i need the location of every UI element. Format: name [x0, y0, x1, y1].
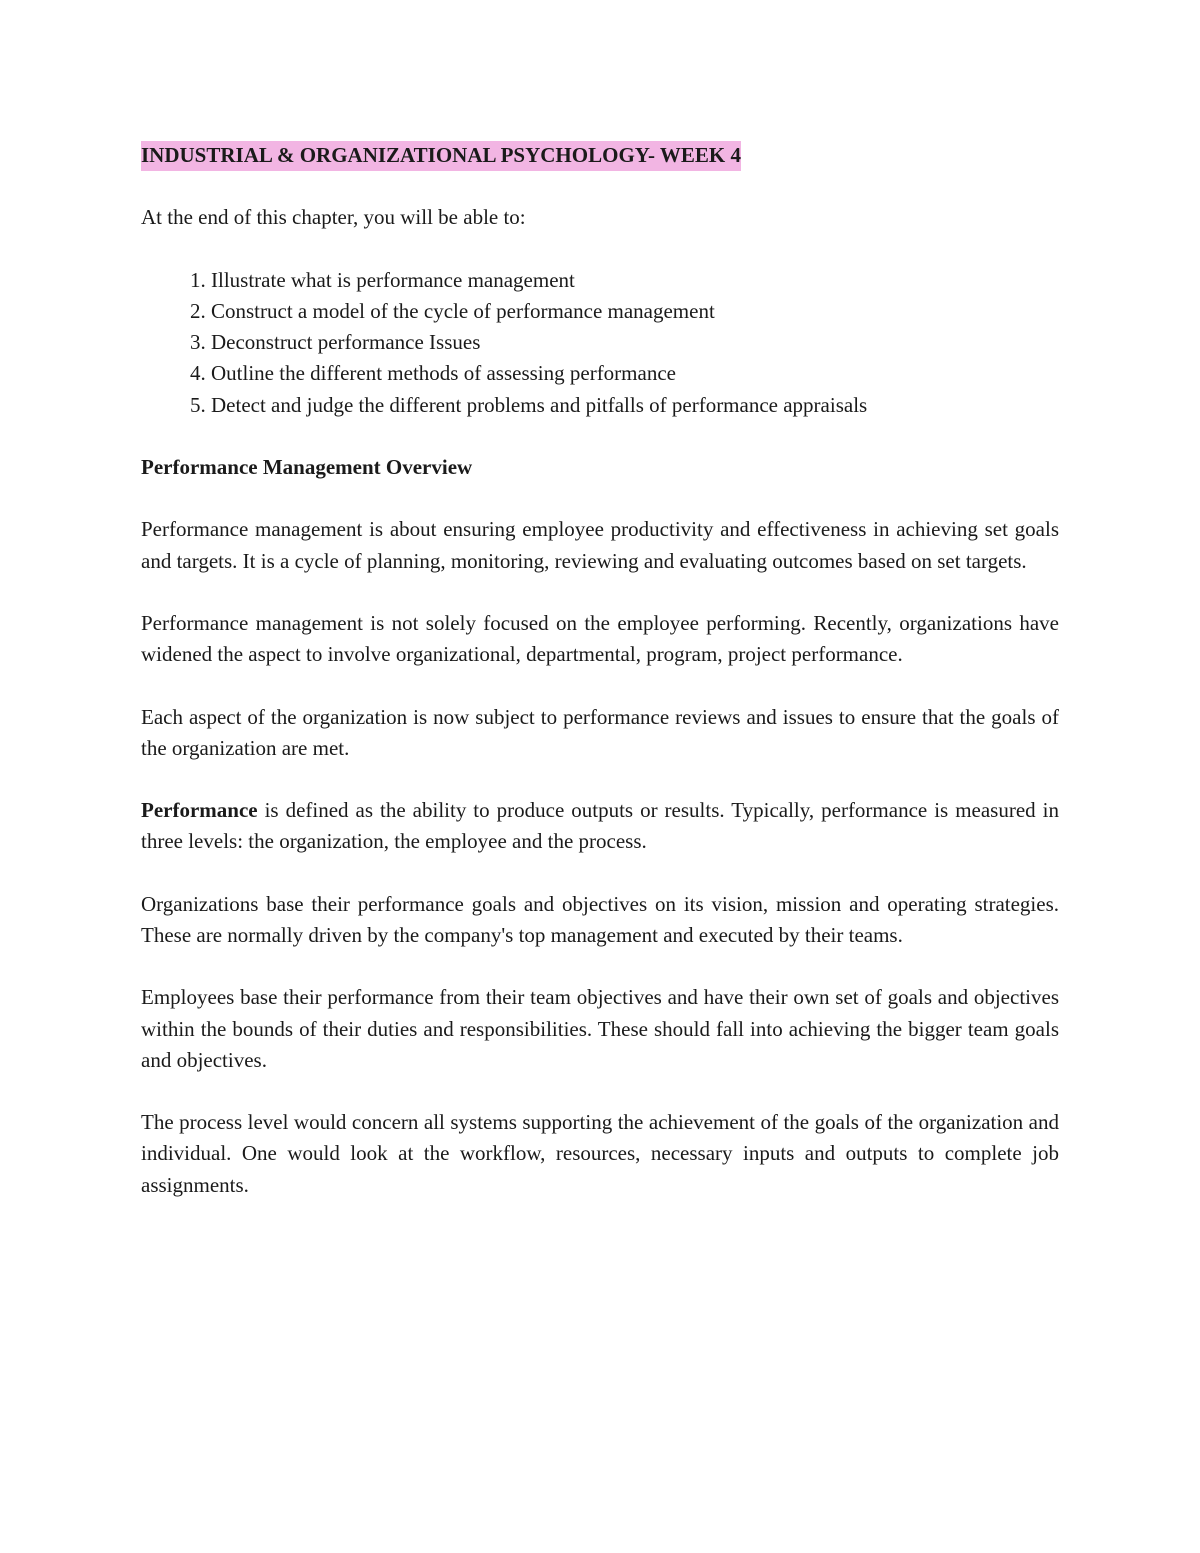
paragraph: Employees base their performance from their team objectives and have their own set of goals and objectives within the bounds of their duties and responsibilities. These should fall into achieving the bigger team goals and objectives.	[141, 985, 1059, 1072]
document-title	[141, 140, 1059, 171]
list-item: 5. Detect and judge the different problems and pitfalls of performance appraisals	[211, 390, 1059, 421]
title-highlight: INDUSTRIAL & ORGANIZATIONAL PSYCHOLOGY- WEEK 4	[141, 141, 741, 171]
section-heading: Performance Management Overview	[141, 454, 473, 479]
objectives-list	[141, 265, 1059, 421]
list-item: 4. Outline the different methods of assessing performance	[211, 358, 1059, 389]
paragraph	[141, 795, 1059, 857]
list-item: 3. Deconstruct performance Issues	[211, 327, 1059, 358]
list-item: 2. Construct a model of the cycle of performance management	[211, 296, 1059, 327]
paragraph: Performance management is not solely focused on the employee performing. Recently, organizations have widened the aspect to involve organizational, departmental, program, project performance.	[141, 610, 1059, 667]
list-item: 1. Illustrate what is performance management	[211, 265, 1059, 296]
paragraph: The process level would concern all systems supporting the achievement of the goals of the organization and individual. One would look at the workflow, resources, necessary inputs and outputs to complete job assignments.	[141, 1110, 1059, 1197]
definition-text: is defined as the ability to produce outputs or results. Typically, performance is measured in three levels: the organization, the employee and the process.	[141, 798, 1059, 854]
paragraph: Organizations base their performance goals and objectives on its vision, mission and operating strategies. These are normally driven by the company's top management and executed by their teams.	[141, 891, 1059, 947]
document-page	[141, 140, 1059, 1232]
intro-text: At the end of this chapter, you will be able to:	[141, 205, 526, 230]
defined-term: Performance	[141, 798, 258, 823]
paragraph: Performance management is about ensuring employee productivity and effectiveness in achieving set goals and targets. It is a cycle of planning, monitoring, reviewing and evaluating outcomes based on set targets.	[141, 517, 1059, 573]
paragraph: Each aspect of the organization is now subject to performance reviews and issues to ensure that the goals of the organization are met.	[141, 704, 1059, 760]
